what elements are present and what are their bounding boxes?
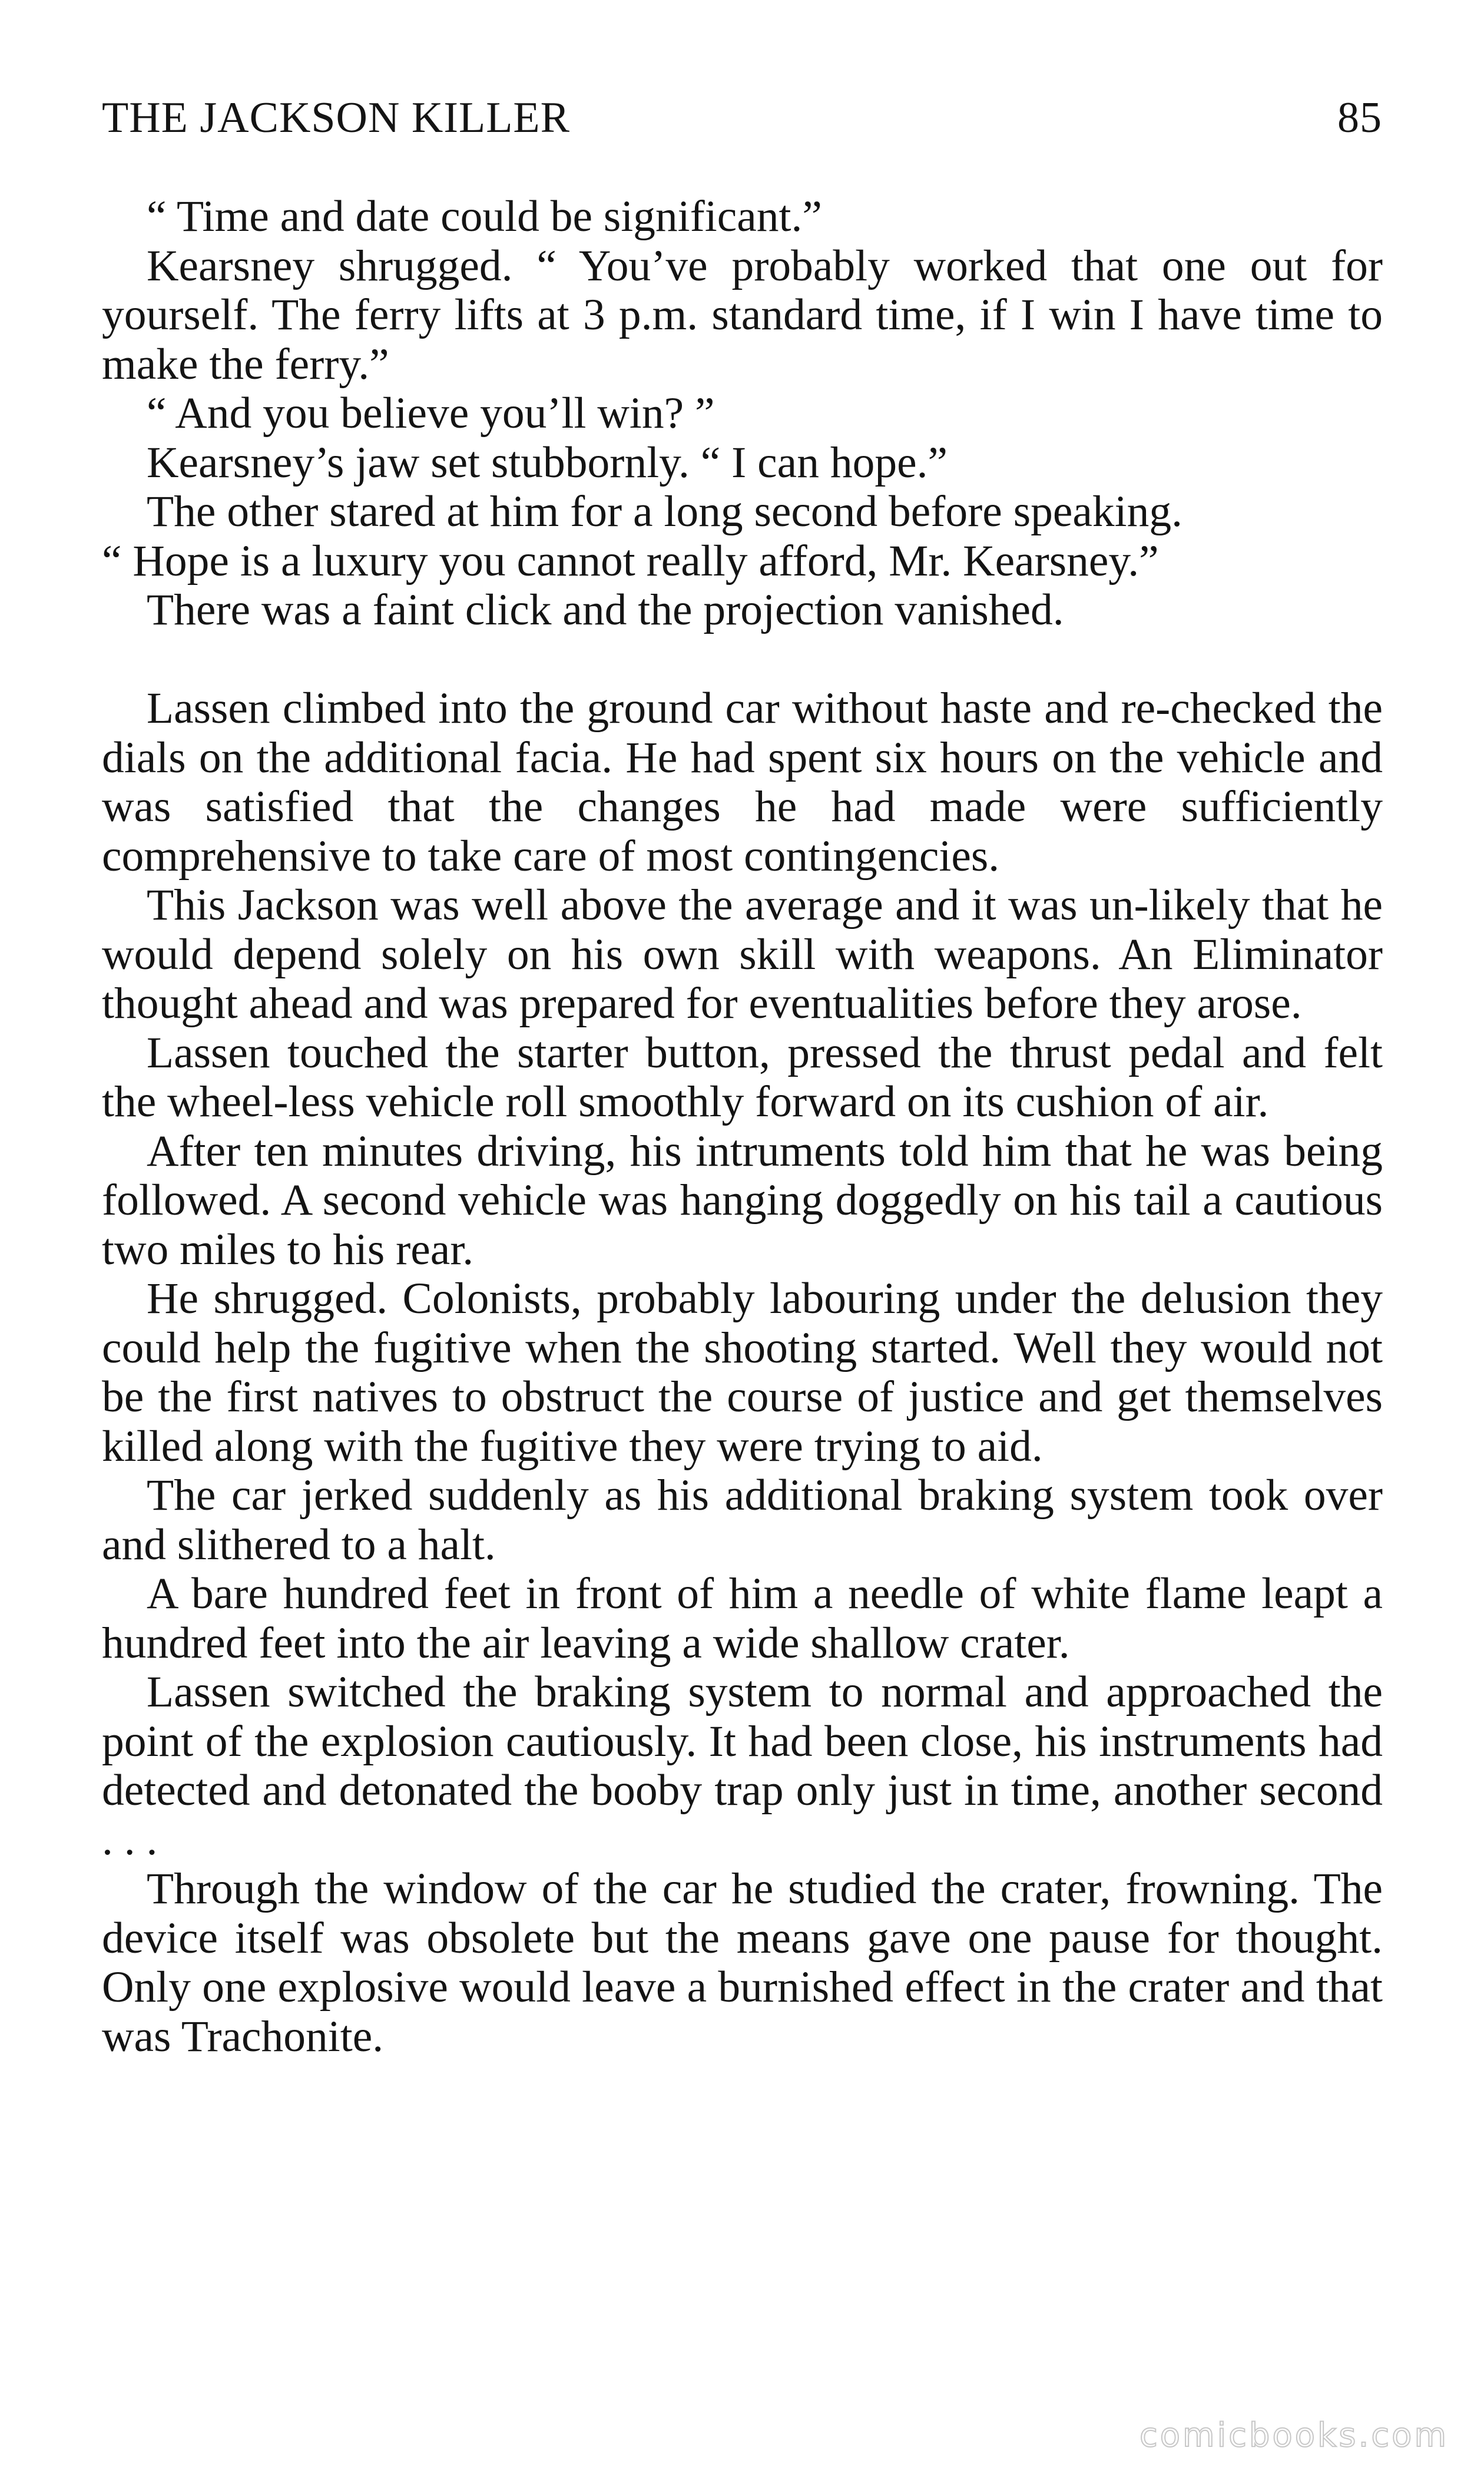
paragraph: “ Hope is a luxury you cannot really afford, Mr. Kearsney.” (102, 536, 1159, 586)
paragraph: “ Time and date could be significant.” (147, 192, 822, 241)
paragraph: Kearsney’s jaw set stubbornly. “ I can hope.” (147, 438, 948, 487)
paragraph: Lassen climbed into the ground car without haste and re-checked the dials on the additional facia. He had spent six hours on the vehicle and was satisfied that the changes he had made were sufficiently comprehensive to take care of most contingencies. (102, 684, 1383, 881)
paragraph: Through the window of the car he studied the crater, frowning. The device itself was obsolete but the means gave one pause for thought. Only one explosive would leave a burnished effect in the crater and that was Trachonite. (102, 1864, 1383, 2061)
paragraph: After ten minutes driving, his intruments told him that he was being followed. A second vehicle was hanging doggedly on his tail a cautious two miles to his rear. (102, 1126, 1383, 1274)
running-title: THE JACKSON KILLER (102, 94, 570, 142)
paragraph: Kearsney shrugged. “ You’ve probably worked that one out for yourself. The ferry lifts at 3 p.m. standard time, if I win I have time to make the ferry.” (102, 241, 1383, 389)
paragraph: Lassen touched the starter button, pressed the thrust pedal and felt the wheel-less vehicle roll smoothly forward on its cushion of air. (102, 1028, 1383, 1126)
paragraph: A bare hundred feet in front of him a needle of white flame leapt a hundred feet into the air leaving a wide shallow crater. (102, 1569, 1383, 1668)
page-number: 85 (1337, 94, 1382, 142)
paragraph: Lassen switched the braking system to normal and approached the point of the explosion cautiously. It had been close, his instruments had detected and detonated the booby trap only just in time, another second . . . (102, 1668, 1383, 1864)
body-text (102, 192, 1383, 2061)
paragraph: The car jerked suddenly as his additional braking system took over and slithered to a halt. (102, 1471, 1383, 1569)
watermark: comicbooks.com (1139, 2416, 1449, 2455)
paragraph: He shrugged. Colonists, probably labouring under the delusion they could help the fugitive when the shooting started. Well they would not be the first natives to obstruct the course of justice and get themselves killed along with the fugitive they were trying to aid. (102, 1274, 1383, 1471)
paragraph: This Jackson was well above the average and it was un-likely that he would depend solely on his own skill with weapons. An Eliminator thought ahead and was prepared for eventualities before they arose. (102, 881, 1383, 1028)
paragraph: The other stared at him for a long second before speaking. (147, 487, 1182, 536)
paragraph: “ And you believe you’ll win? ” (147, 389, 715, 438)
paragraph: There was a faint click and the projection vanished. (147, 586, 1064, 634)
running-header (102, 93, 1382, 146)
